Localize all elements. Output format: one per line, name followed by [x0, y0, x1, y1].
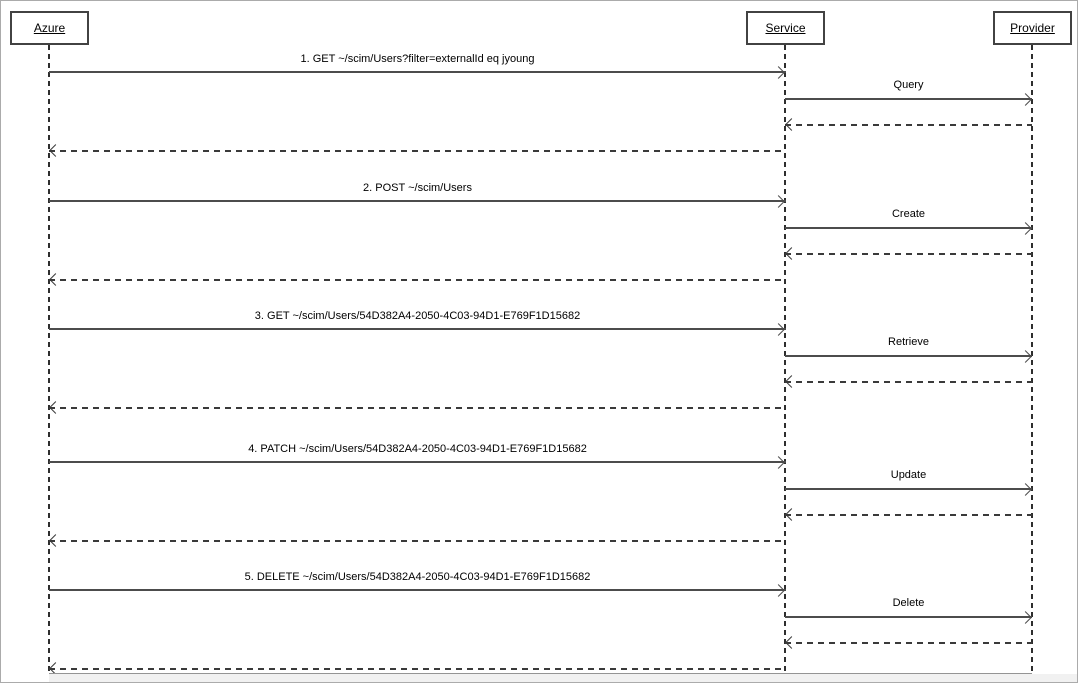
action-message-label: Delete [892, 597, 925, 609]
arrowhead-right-icon [1019, 611, 1032, 624]
action-message-arrow [785, 488, 1032, 490]
action-message-label: Create [891, 208, 926, 220]
provider-return-arrow [785, 642, 1032, 644]
action-message-arrow [785, 227, 1032, 229]
arrowhead-left-icon [49, 401, 62, 414]
arrowhead-right-icon [772, 66, 785, 79]
service-return-arrow [49, 540, 786, 542]
provider-lifeline [1031, 45, 1033, 673]
arrowhead-right-icon [1019, 93, 1032, 106]
bottom-strip [49, 674, 1077, 682]
arrowhead-right-icon [1019, 483, 1032, 496]
service-return-arrow [49, 150, 786, 152]
request-message-label: 5. DELETE ~/scim/Users/54D382A4-2050-4C03-94D1-E769F1D15682 [244, 571, 591, 583]
request-message-arrow [49, 461, 786, 463]
provider-return-arrow [785, 381, 1032, 383]
request-message-label: 1. GET ~/scim/Users?filter=externalId eq jyoung [300, 53, 535, 65]
action-message-arrow [785, 616, 1032, 618]
arrowhead-right-icon [772, 584, 785, 597]
arrowhead-right-icon [772, 456, 785, 469]
request-message-label: 4. PATCH ~/scim/Users/54D382A4-2050-4C03-94D1-E769F1D15682 [248, 443, 587, 455]
actor-label-provider: Provider [1010, 21, 1055, 35]
arrowhead-left-icon [785, 375, 798, 388]
arrowhead-left-icon [49, 144, 62, 157]
arrowhead-right-icon [772, 195, 785, 208]
provider-return-arrow [785, 124, 1032, 126]
service-return-arrow [49, 668, 786, 670]
arrowhead-right-icon [772, 323, 785, 336]
service-return-arrow [49, 407, 786, 409]
actor-box-provider [993, 11, 1072, 45]
arrowhead-left-icon [49, 273, 62, 286]
actor-label-azure: Azure [33, 21, 66, 35]
request-message-label: 3. GET ~/scim/Users/54D382A4-2050-4C03-94D1-E769F1D15682 [254, 310, 581, 322]
arrowhead-right-icon [1019, 222, 1032, 235]
action-message-arrow [785, 355, 1032, 357]
provider-return-arrow [785, 514, 1032, 516]
action-message-label: Query [893, 79, 924, 91]
action-message-label: Retrieve [888, 336, 929, 348]
action-message-arrow [785, 98, 1032, 100]
arrowhead-right-icon [1019, 350, 1032, 363]
arrowhead-left-icon [785, 508, 798, 521]
request-message-arrow [49, 328, 786, 330]
arrowhead-left-icon [49, 534, 62, 547]
arrowhead-left-icon [785, 247, 798, 260]
request-message-label: 2. POST ~/scim/Users [363, 182, 472, 194]
request-message-arrow [49, 589, 786, 591]
actor-box-service [746, 11, 825, 45]
request-message-arrow [49, 200, 786, 202]
request-message-arrow [49, 71, 786, 73]
provider-return-arrow [785, 253, 1032, 255]
action-message-label: Update [890, 469, 927, 481]
service-return-arrow [49, 279, 786, 281]
actor-label-service: Service [765, 21, 806, 35]
arrowhead-left-icon [785, 636, 798, 649]
actor-box-azure [10, 11, 89, 45]
arrowhead-left-icon [785, 118, 798, 131]
